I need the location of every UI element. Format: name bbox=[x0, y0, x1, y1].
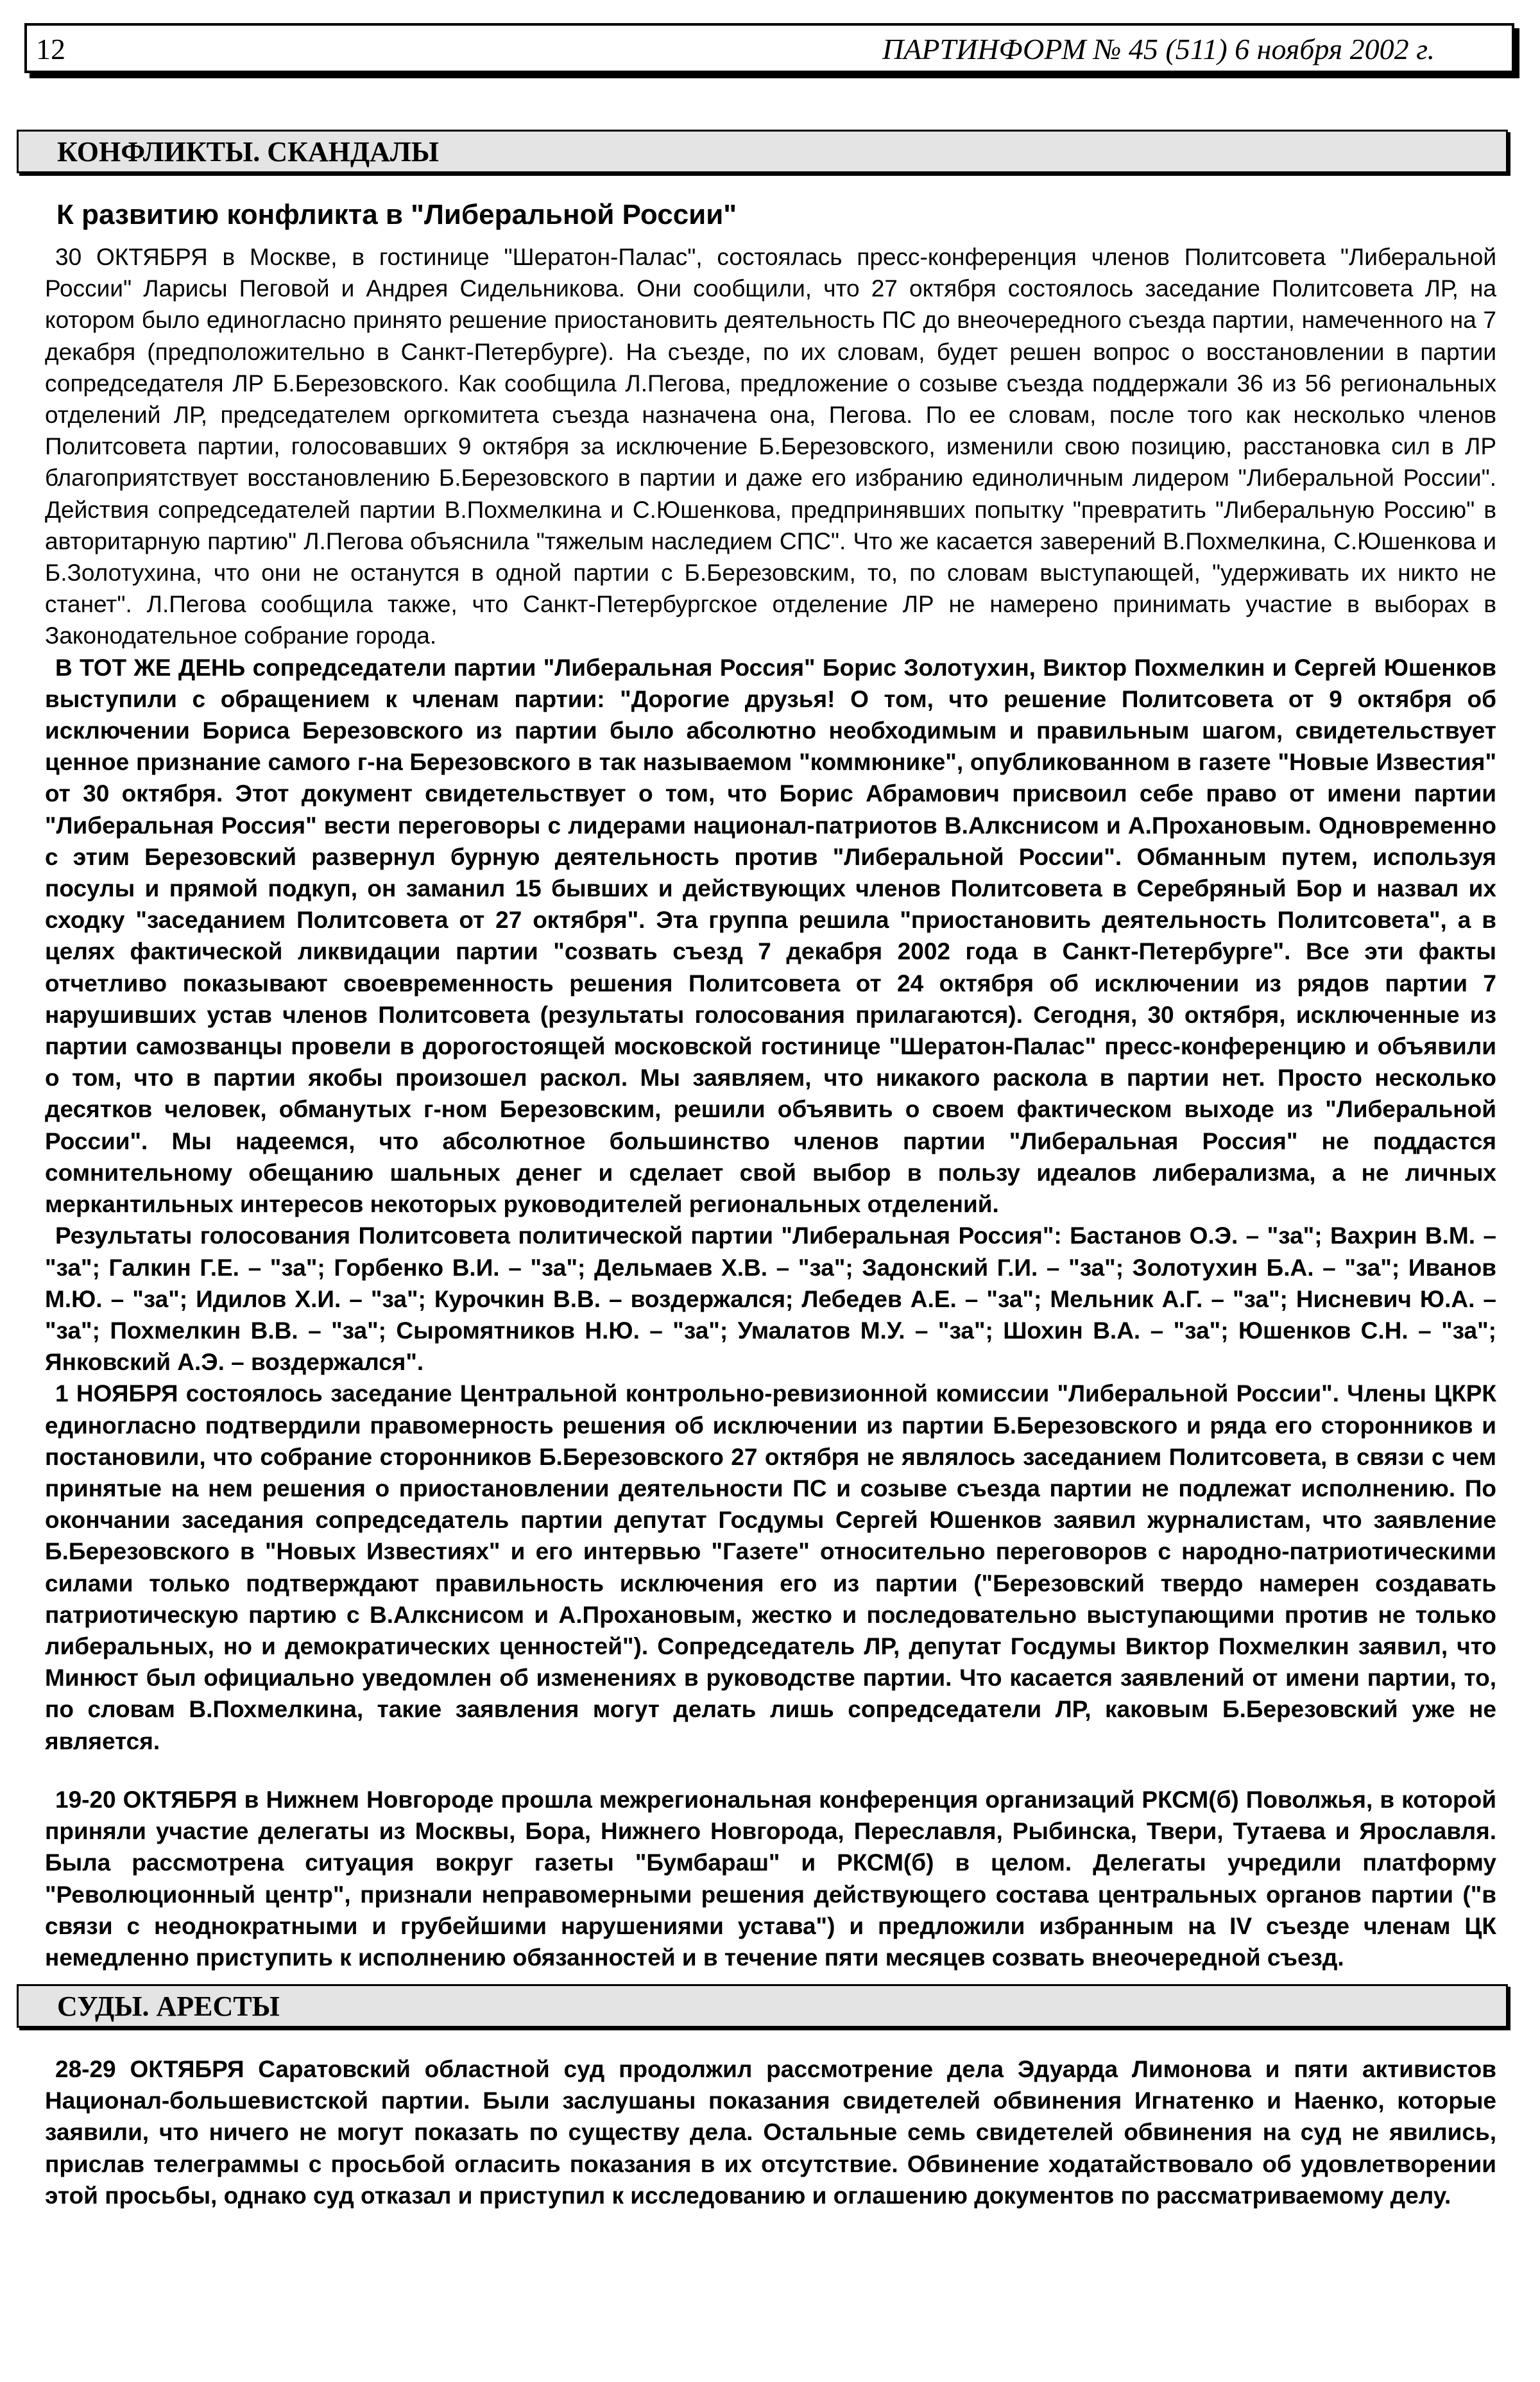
section-heading-text: КОНФЛИКТЫ. СКАНДАЛЫ bbox=[57, 136, 439, 167]
section-heading-courts bbox=[17, 1984, 1508, 2028]
section-heading-text: СУДЫ. АРЕСТЫ bbox=[57, 1991, 280, 2022]
news-item bbox=[45, 1784, 1496, 1973]
page-header bbox=[24, 23, 1514, 73]
publication-title: ПАРТИНФОРМ № 45 (511) 6 ноября 2002 г. bbox=[882, 33, 1435, 65]
paragraph: 1 НОЯБРЯ состоялось заседание Центральной контрольно-ревизионной комиссии "Либеральной России". Члены ЦКРК единогласно подтвердили правомерность решения об исключении из партии Б.Березовского и ряда его сторонников и постановили, что собрание сторонников Б.Березовского 27 октября не являлось заседанием Политсовета, в связи с чем принятые на нем решения о приостановлении деятельности ПС и созыве съезда партии не подлежат исполнению. По окончании заседания сопредседатель партии депутат Госдумы Сергей Юшенков заявил журналистам, что заявление Б.Березовского в "Новых Известиях" и его интервью "Газете" относительно переговоров с народно-патриотическими силами только подтверждают правильность исключения его из партии ("Березовский твердо намерен создавать патриотическую партию с В.Алкснисом и А.Прохановым, жестко и последовательно выступающими против не только либеральных, но и демократических ценностей"). Сопредседатель ЛР, депутат Госдумы Виктор Похмелкин заявил, что Минюст был официально уведомлен об изменениях в руководстве партии. Что касается заявлений от имени партии, то, по словам В.Похмелкина, такие заявления могут делать лишь сопредседатели ЛР, каковым Б.Березовский уже не является. bbox=[45, 1380, 1496, 1754]
paragraph: 30 ОКТЯБРЯ в Москве, в гостинице "Шератон-Палас", состоялась пресс-конференция членов Политсовета "Либеральной России" Ларисы Пеговой и Андрея Сидельникова. Они сообщили, что 27 октября состоялось заседание Политсовета ЛР, на котором было единогласно принято решение приостановить деятельность ПС до внеочередного съезда партии, намеченного на 7 декабря (предположительно в Санкт-Петербурге). На съезде, по их словам, будет решен вопрос о восстановлении в партии сопредседателя ЛР Б.Березовского. Как сообщила Л.Пегова, предложение о созыве съезда поддержали 36 из 56 региональных отделений ЛР, председателем оргкомитета съезда назначена она, Пегова. По ее словам, после того как несколько членов Политсовета партии, голосовавших 9 октября за исключение Б.Березовского, изменили свою позицию, расстановка сил в ЛР благоприятствует восстановлению Б.Березовского в партии и даже его избранию единоличным лидером "Либеральной России". Действия сопредседателей партии В.Похмелкина и С.Юшенкова, предпринявших попытку "превратить "Либеральную Россию" в авторитарную партию" Л.Пегова объяснила "тяжелым наследием СПС". Что же касается заверений В.Похмелкина, С.Юшенкова и Б.Золотухина, что они не останутся в одной партии с Б.Березовским, то, по словам выступающей, "удерживать их никто не станет". Л.Пегова сообщила также, что Санкт-Петербургское отделение ЛР не намерено принимать участие в выборах в Законодательное собрание города. bbox=[45, 244, 1496, 649]
article-title: К развитию конфликта в "Либеральной России" bbox=[56, 199, 737, 230]
news-item bbox=[45, 2053, 1496, 2211]
section-heading-conflicts bbox=[17, 130, 1508, 173]
paragraph: Результаты голосования Политсовета политической партии "Либеральная Россия": Бастанов О.Э. – "за"; Вахрин В.М. – "за"; Галкин Г.Е. – "за"; Горбенко В.И. – "за"; Дельмаев Х.В. – "за"; Задонский Г.И. – "за"; Золотухин Б.А. – "за"; Иванов М.Ю. – "за"; Идилов Х.И. – "за"; Курочкин В.В. – воздержался; Лебедев А.Е. – "за"; Мельник А.Г. – "за"; Ниcневич Ю.А. – "за"; Похмелкин В.В. – "за"; Сыромятников Н.Ю. – "за"; Умалатов М.У. – "за"; Шохин В.А. – "за"; Юшенков С.Н. – "за"; Янковский А.Э. – воздержался". bbox=[45, 1222, 1496, 1376]
page-number: 12 bbox=[36, 33, 65, 65]
article-body bbox=[45, 241, 1496, 1757]
paragraph: 19-20 ОКТЯБРЯ в Нижнем Новгороде прошла межрегиональная конференция организаций РКСМ(б) Поволжья, в которой приняли участие делегаты из Москвы, Бора, Нижнего Новгорода, Переславля, Рыбинска, Твери, Тутаева и Ярославля. Была рассмотрена ситуация вокруг газеты "Бумбараш" и РКСМ(б) в целом. Делегаты учредили платформу "Революционный центр", признали неправомерными решения действующего состава центральных органов партии ("в связи с неоднократными и грубейшими нарушениями устава") и предложили избранным на IV съезде членам ЦК немедленно приступить к исполнению обязанностей и в течение пяти месяцев созвать внеочередной съезд. bbox=[45, 1786, 1496, 1971]
paragraph: 28-29 ОКТЯБРЯ Саратовский областной суд продолжил рассмотрение дела Эдуарда Лимонова и пяти активистов Национал-большевистской партии. Были заслушаны показания свидетелей обвинения Игнатенко и Наенко, которые заявили, что ничего не могут показать по существу дела. Остальные семь свидетелей обвинения на суд не явились, прислав телеграммы с просьбой огласить показания в их отсутствие. Обвинение ходатайствовало об удовлетворении этой просьбы, однако суд отказал и приступил к исследованию и оглашению документов по рассматриваемому делу. bbox=[45, 2056, 1496, 2209]
paragraph: В ТОТ ЖЕ ДЕНЬ сопредседатели партии "Либеральная Россия" Борис Золотухин, Виктор Похмелкин и Сергей Юшенков выступили с обращением к членам партии: "Дорогие друзья! О том, что решение Политсовета от 9 октября об исключении Бориса Березовского из партии было абсолютно необходимым и правильным шагом, свидетельствует ценное признание самого г-на Березовского в так называемом "коммюнике", опубликованном в газете "Новые Известия" от 30 октября. Этот документ свидетельствует о том, что Борис Абрамович присвоил себе право от имени партии "Либеральная Россия" вести переговоры с лидерами национал-патриотов В.Алкснисом и А.Прохановым. Одновременно с этим Березовский развернул бурную деятельность против "Либеральной России". Обманным путем, используя посулы и прямой подкуп, он заманил 15 бывших и действующих членов Политсовета в Серебряный Бор и назвал их сходку "заседанием Политсовета от 27 октября". Эта группа решила "приостановить деятельность Политсовета", а в целях фактической ликвидации партии "созвать съезд 7 декабря 2002 года в Санкт-Петербурге". Все эти факты отчетливо показывают своевременность решения Политсовета от 24 октября об исключении из рядов партии 7 нарушивших устав членов Политсовета (результаты голосования прилагаются). Сегодня, 30 октября, исключенные из партии самозванцы провели в дорогостоящей московской гостинице "Шератон-Палас" пресс-конференцию и объявили о том, что в партии якобы произошел раскол. Мы заявляем, что никакого раскола в партии нет. Просто несколько десятков человек, обманутых г-ном Березовским, решили объявить о своем фактическом выходе из "Либеральной России". Мы надеемся, что абсолютное большинство членов партии "Либеральная Россия" не поддастся сомнительному обещанию шальных денег и сделает свой выбор в пользу идеалов либерализма, а не личных меркантильных интересов некоторых руководителей региональных отделений. bbox=[45, 654, 1496, 1218]
